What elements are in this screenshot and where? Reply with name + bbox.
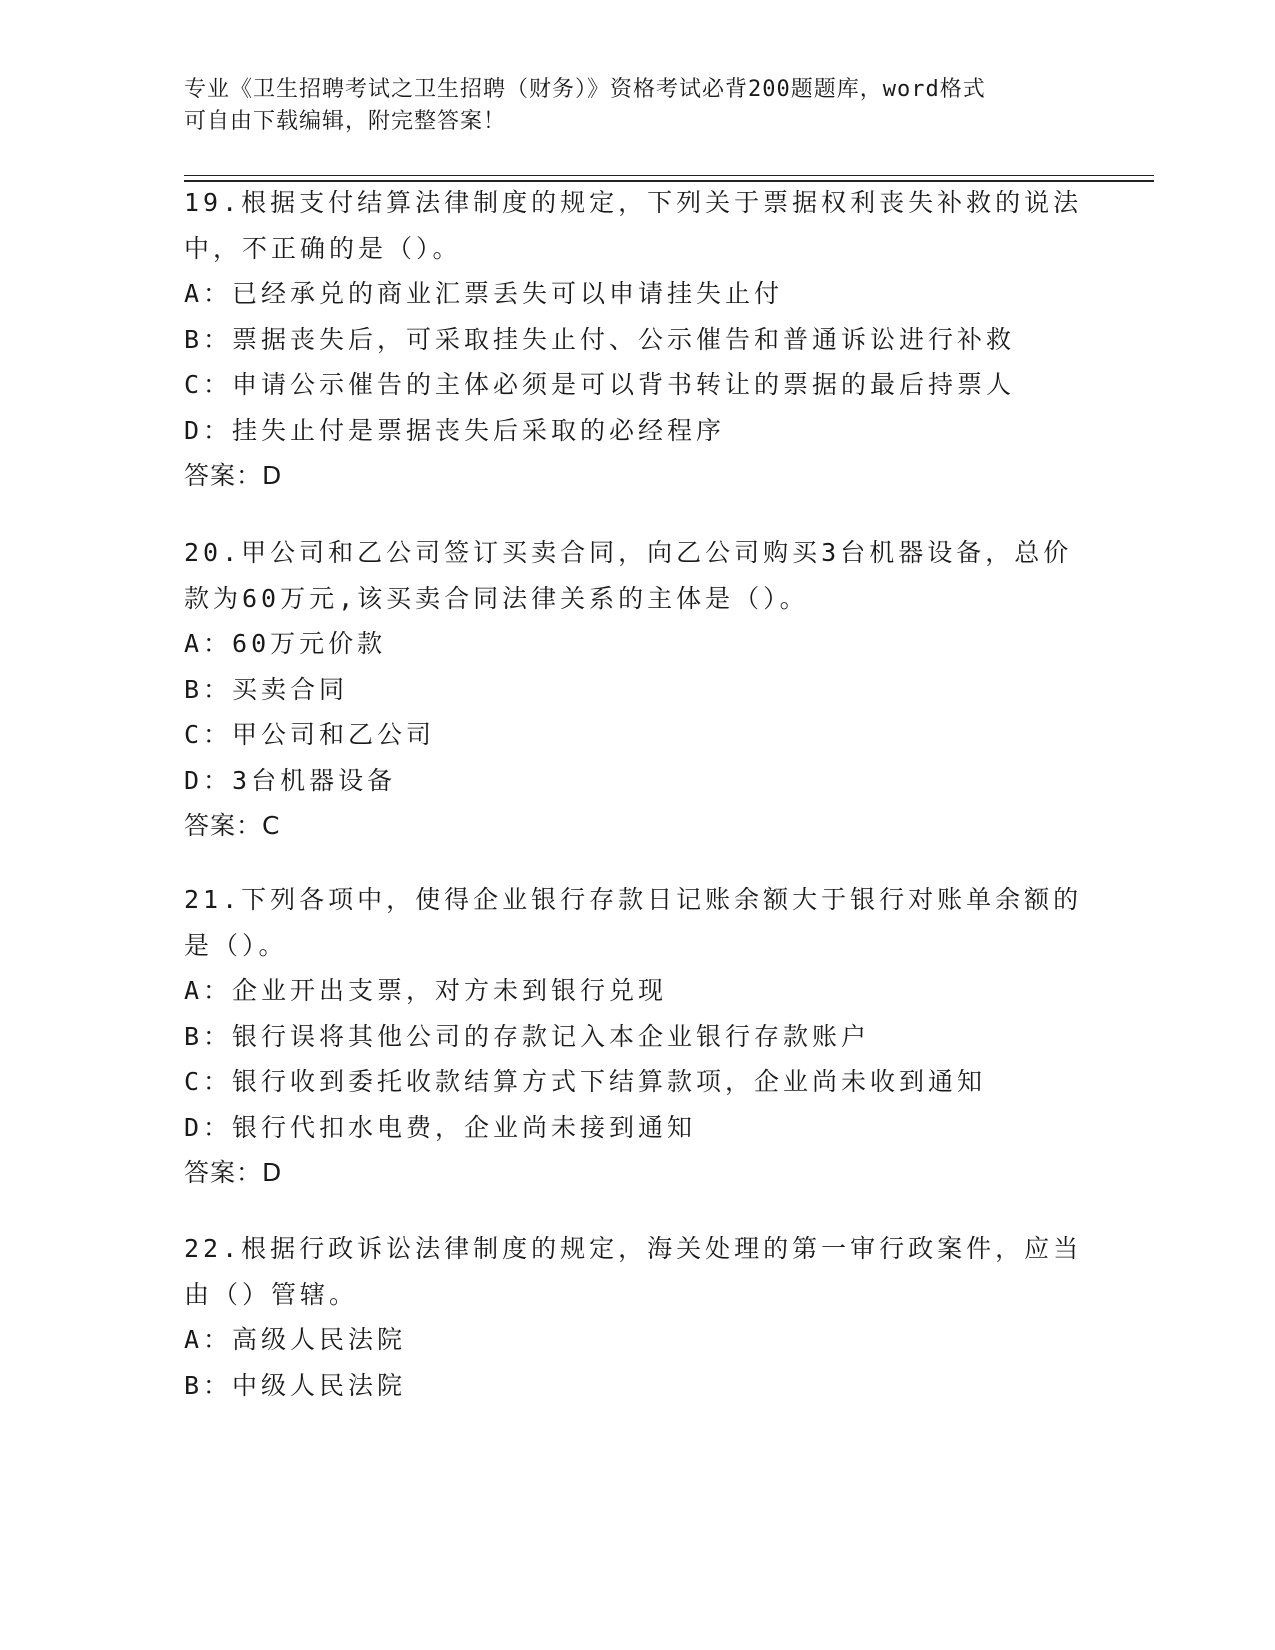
question-text-line: 由（）管辖。: [184, 1279, 359, 1309]
option-a: A：高级人民法院: [184, 1325, 407, 1354]
option-a: A：60万元价款: [184, 629, 387, 658]
header-line-2: 可自由下载编辑，附完整答案！: [184, 109, 507, 134]
question-20: [184, 530, 1084, 849]
option-a: A：已经承兑的商业汇票丢失可以申请挂失止付: [184, 279, 784, 308]
question-text-line: 款为60万元,该买卖合同法律关系的主体是（）。: [184, 583, 809, 613]
option-b: B：票据丧失后，可采取挂失止付、公示催告和普通诉讼进行补救: [184, 324, 1016, 354]
option-b: B：买卖合同: [184, 674, 349, 704]
question-22: [184, 1226, 1084, 1408]
option-c: C：银行收到委托收款结算方式下结算款项，企业尚未收到通知: [184, 1067, 987, 1096]
option-a: A：企业开出支票，对方未到银行兑现: [184, 976, 668, 1005]
answer: 答案：D: [184, 461, 283, 490]
question-text-line: 是（）。: [184, 930, 288, 960]
question-text-line: 20.甲公司和乙公司签订买卖合同，向乙公司购买3台机器设备，总价: [184, 538, 1073, 567]
option-b: B：银行误将其他公司的存款记入本企业银行存款账户: [184, 1021, 871, 1051]
option-d: D：银行代扣水电费，企业尚未接到通知: [184, 1112, 697, 1142]
header-line-1: 专业《卫生招聘考试之卫生招聘（财务）》资格考试必背200题题库，word格式: [184, 77, 986, 102]
question-text-line: 22.根据行政诉讼法律制度的规定，海关处理的第一审行政案件，应当: [184, 1234, 1083, 1263]
document-header: [184, 74, 1064, 138]
answer: 答案：D: [184, 1158, 283, 1187]
option-d: D：挂失止付是票据丧失后采取的必经程序: [184, 415, 726, 445]
option-c: C：申请公示催告的主体必须是可以背书转让的票据的最后持票人: [184, 370, 1016, 399]
question-text-line: 19.根据支付结算法律制度的规定，下列关于票据权利丧失补救的说法: [184, 188, 1083, 217]
question-19: [184, 180, 1084, 499]
header-divider-thin: [184, 175, 1154, 176]
option-b: B：中级人民法院: [184, 1370, 407, 1400]
option-d: D：3台机器设备: [184, 765, 397, 795]
question-text-line: 21.下列各项中，使得企业银行存款日记账余额大于银行对账单余额的: [184, 885, 1083, 914]
option-c: C：甲公司和乙公司: [184, 720, 436, 749]
question-21: [184, 877, 1084, 1196]
answer: 答案：C: [184, 811, 281, 840]
question-text-line: 中，不正确的是（）。: [184, 233, 462, 263]
